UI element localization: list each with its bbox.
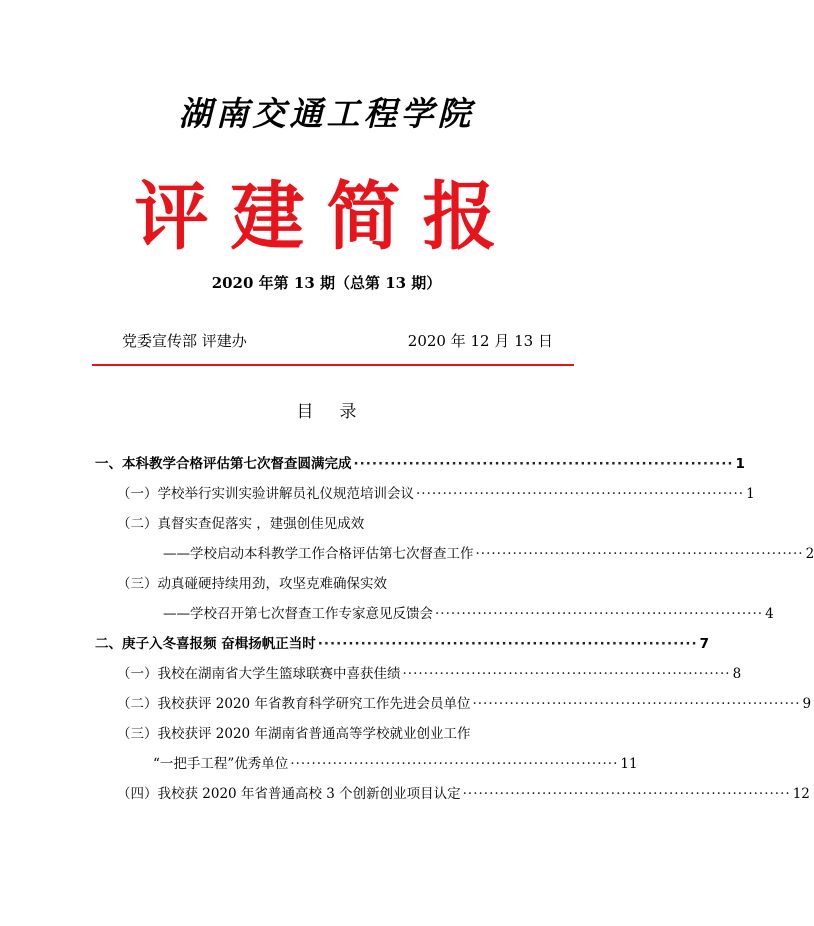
toc-title: 目录 [296, 402, 383, 422]
toc-entry-text: （三）我校获评 2020 年湖南省普通高等学校就业创业工作 [117, 726, 471, 742]
toc-entry-text: 一、本科教学合格评估第七次督查圆满完成 [95, 456, 352, 472]
toc-entry[interactable] [117, 692, 812, 712]
toc-entry-page: 1 [735, 456, 745, 472]
publish-date: 2020 年 12 月 13 日 [407, 332, 553, 350]
toc-leader: ······························································ [416, 486, 745, 502]
toc-entry[interactable] [95, 452, 745, 472]
toc-entry[interactable] [163, 542, 814, 562]
toc-entry-text: （二）我校获评 2020 年省教育科学研究工作先进会员单位 [117, 696, 471, 712]
toc-entry-page: 11 [620, 756, 638, 772]
issue-number: 2020 年第 13 期（总第 13 期） [211, 274, 442, 292]
toc-entry[interactable] [117, 572, 555, 592]
toc-entry[interactable] [117, 782, 810, 802]
toc-leader: ······························································ [290, 756, 619, 772]
toc-entry-page: 8 [732, 666, 742, 682]
toc-entry[interactable] [153, 752, 638, 772]
toc-leader: ······························································ [462, 786, 791, 802]
toc-entry-page: 1 [746, 486, 755, 502]
bulletin-title: 评建简报 [134, 174, 519, 260]
toc-leader: ······························································ [435, 606, 764, 622]
toc-entry-text: 二、庚子入冬喜报频 奋楫扬帆正当时 [95, 636, 316, 652]
toc-entry-page: 12 [792, 786, 810, 802]
toc-leader: ······························································ [353, 456, 734, 472]
header-divider [92, 364, 574, 366]
toc-entry-text: ——学校召开第七次督查工作专家意见反馈会 [163, 606, 433, 622]
toc-entry[interactable] [163, 602, 774, 622]
toc-entry-page: 9 [802, 696, 812, 712]
toc-entry-page: 7 [699, 636, 710, 652]
toc-entry-text: ——学校启动本科教学工作合格评估第七次督查工作 [163, 546, 474, 562]
toc-entry-text: （一）学校举行实训实验讲解员礼仪规范培训会议 [117, 486, 414, 502]
toc-leader: ······························································ [402, 666, 731, 682]
toc-entry[interactable] [117, 512, 555, 532]
toc-leader: ······························································ [475, 546, 804, 562]
toc-entry-page: 2 [805, 546, 814, 562]
publisher: 党委宣传部 评建办 [122, 332, 247, 350]
toc-entry[interactable] [117, 482, 755, 502]
toc-entry[interactable] [117, 662, 742, 682]
toc-leader: ······························································ [317, 636, 698, 652]
school-name: 湖南交通工程学院 [178, 94, 475, 133]
toc-entry-text: （一）我校在湖南省大学生篮球联赛中喜获佳绩 [117, 666, 401, 682]
toc-entry-page: 4 [765, 606, 774, 622]
toc-entry[interactable] [117, 722, 555, 742]
toc-entry-text: “一把手工程”优秀单位 [153, 756, 289, 772]
toc-entry-text: （四）我校获 2020 年省普通高校 3 个创新创业项目认定 [117, 786, 461, 802]
toc-leader: ······························································ [472, 696, 801, 712]
toc-entry-text: （三）动真碰硬持续用劲，攻坚克难确保实效 [117, 576, 387, 592]
toc-entry[interactable] [95, 632, 710, 652]
toc-entry-text: （二）真督实查促落实 ，建强创佳见成效 [117, 516, 365, 532]
